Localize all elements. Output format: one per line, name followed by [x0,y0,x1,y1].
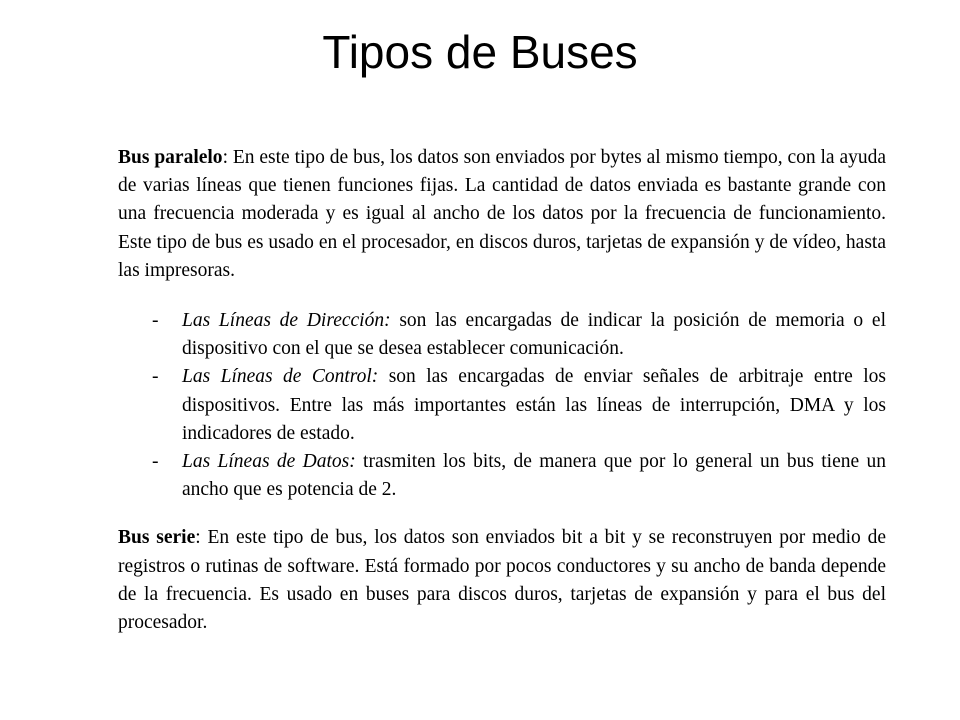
paragraph-bus-serie-text: : En este tipo de bus, los datos son enviados bit a bit y se reconstruyen por medio de registros o rutinas de software. Está formado por pocos conductores y su ancho de banda depende de la frecuencia. Es usado en buses para discos duros, tarjetas de expansión y para el bus del procesador. [118,527,886,634]
paragraph-bus-paralelo-text: : En este tipo de bus, los datos son enviados por bytes al mismo tiempo, con la ayuda de varias líneas que tienen funciones fijas. La cantidad de datos enviada es bastante grande con una frecuencia moderada y es igual al ancho de los datos por la frecuencia de funcionamiento. Este tipo de bus es usado en el procesador, en discos duros, tarjetas de expansión y de vídeo, hasta las impresoras. [118,147,887,281]
term-lineas-control: Las Líneas de Control: [182,366,379,388]
bullet-dash: - [152,451,159,473]
bullet-dash: - [152,366,159,388]
term-bus-serie: Bus serie [118,527,196,549]
list-item [118,307,886,363]
paragraph-bus-serie [118,524,886,637]
list-item-text: son las encargadas de enviar señales de arbitraje entre los dispositivos. Entre las más importantes están las líneas de interrupción, DMA y los indicadores de estado. [182,366,886,444]
document-body [118,144,886,637]
list-item-text: trasmiten los bits, de manera que por lo general un bus tiene un ancho que es potencia de 2. [182,451,887,501]
term-bus-paralelo: Bus paralelo [118,147,223,168]
paragraph-bus-paralelo [118,144,886,285]
list-item-text: son las encargadas de indicar la posición de memoria o el dispositivo con el que se desea establecer comunicación. [182,310,886,360]
bullet-list [118,307,886,504]
list-item [118,363,886,448]
term-lineas-direccion: Las Líneas de Dirección: [182,310,391,332]
term-lineas-datos: Las Líneas de Datos: [182,451,356,473]
bullet-dash: - [152,310,159,332]
slide-title: Tipos de Buses [322,26,638,78]
list-item [118,448,886,504]
